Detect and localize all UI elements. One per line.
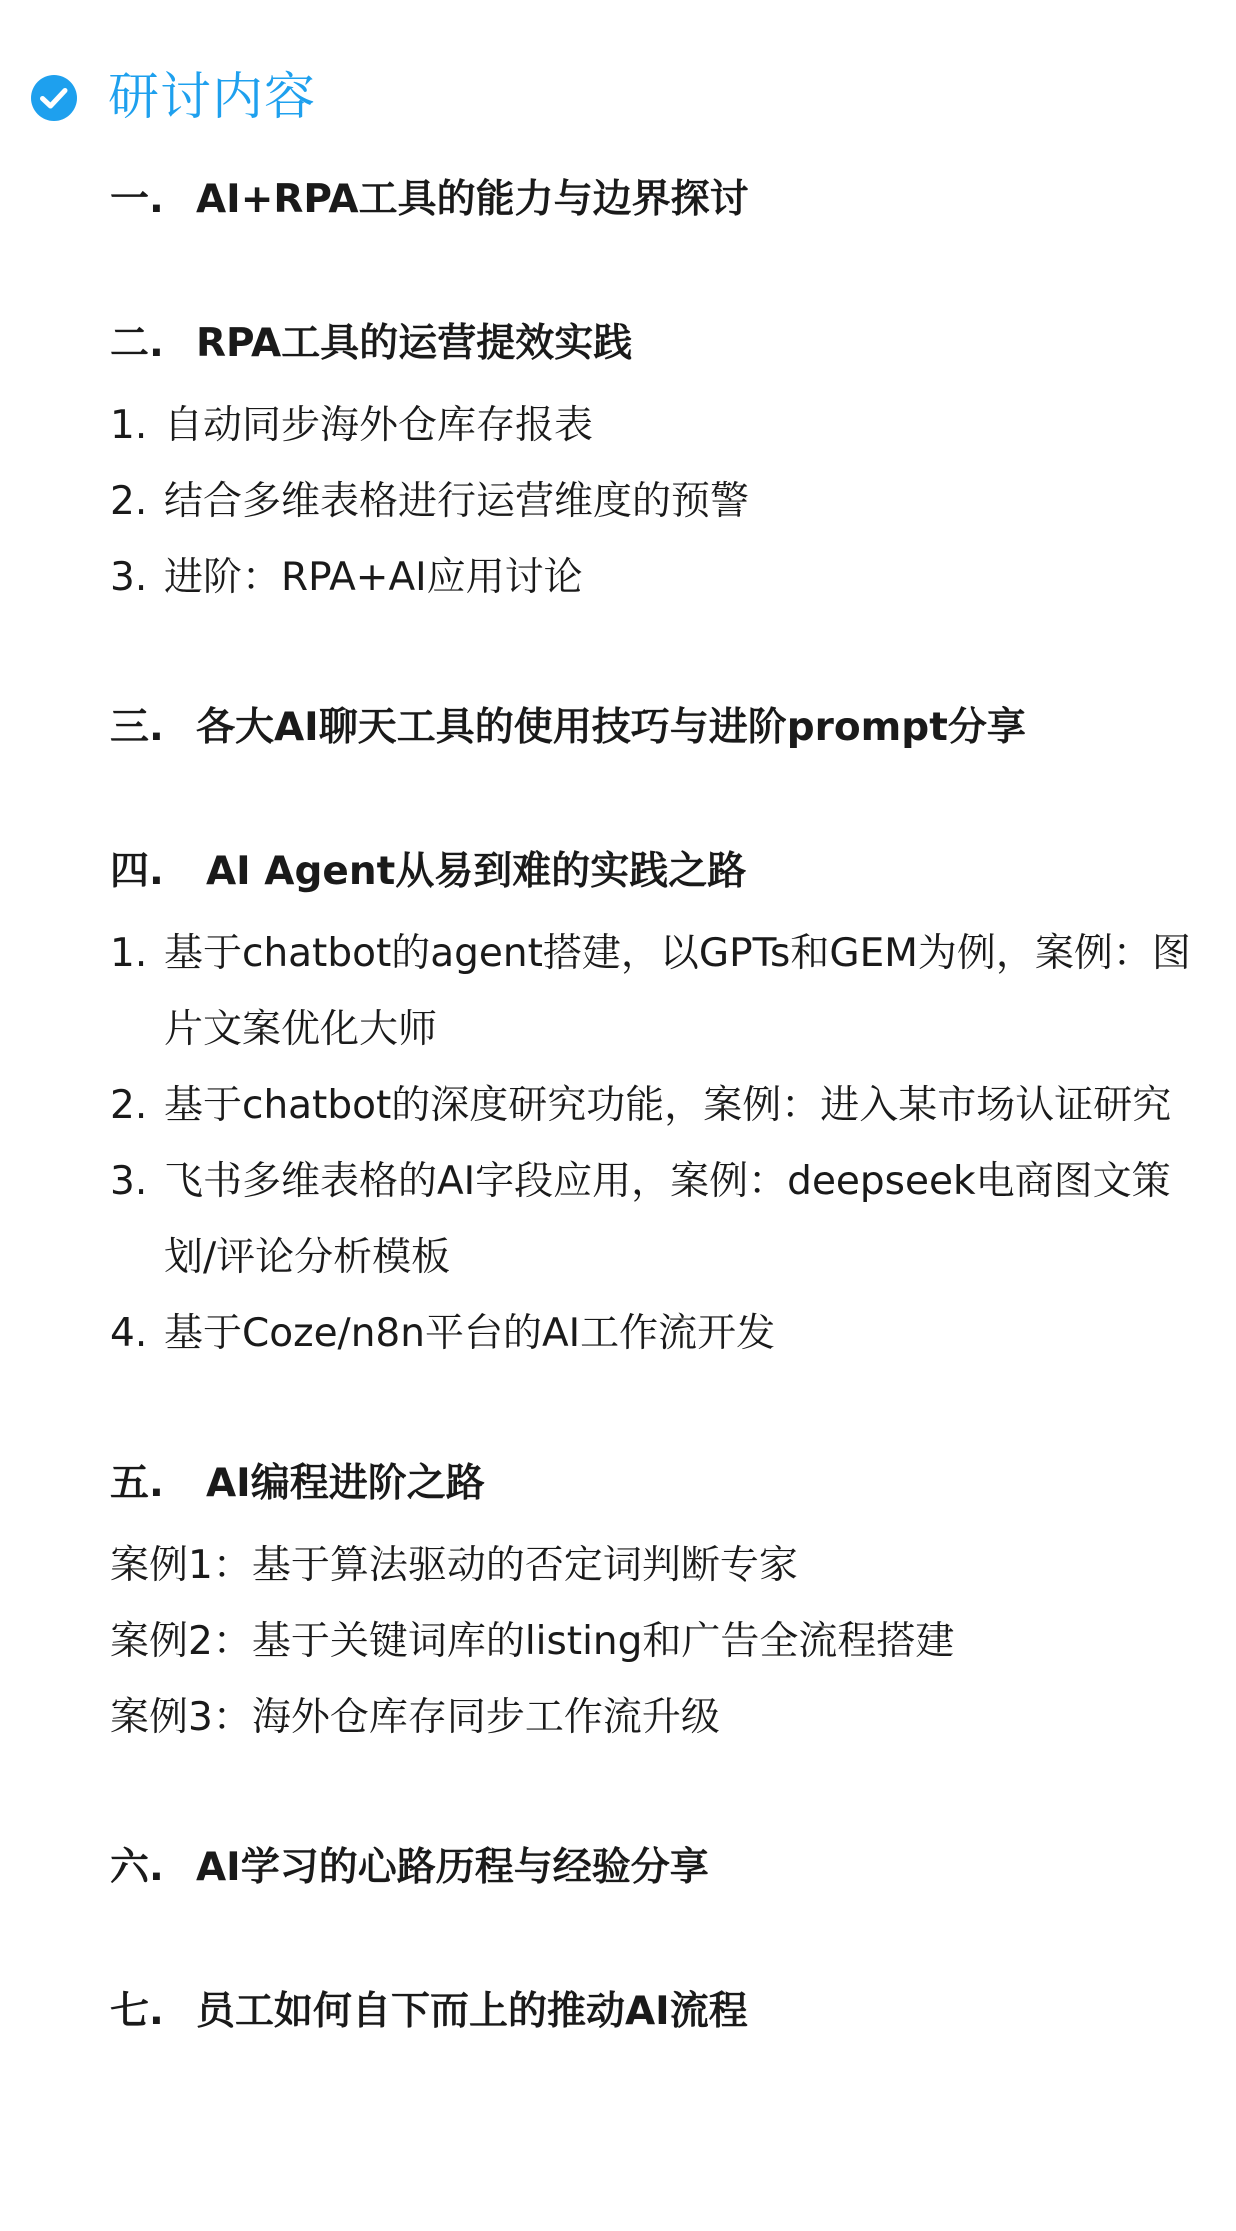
- item-number: 2.: [110, 1083, 148, 1128]
- agenda-section-6: [110, 1836, 1210, 1900]
- section-number: 七.: [110, 1989, 164, 2034]
- agenda-section-7: [110, 1980, 1210, 2044]
- item-number: 1.: [110, 931, 148, 976]
- section-number: 三.: [110, 705, 164, 750]
- page-title: 研讨内容: [108, 68, 317, 127]
- list-item: [110, 1296, 1210, 1372]
- item-text: 基于chatbot的agent搭建，以GPTs和GEM为例，案例：图片文案优化大师: [164, 931, 1191, 1052]
- check-circle-icon: [30, 74, 78, 122]
- case-item: 案例2：基于关键词库的listing和广告全流程搭建: [110, 1619, 955, 1664]
- item-text: 基于chatbot的深度研究功能，案例：进入某市场认证研究: [164, 1083, 1172, 1128]
- section-title: [110, 312, 1210, 376]
- case-list: [110, 1528, 1210, 1756]
- item-text: 飞书多维表格的AI字段应用，案例：deepseek电商图文策划/评论分析模板: [164, 1159, 1171, 1280]
- item-list: [110, 388, 1210, 616]
- agenda-section-1: [110, 168, 1210, 232]
- section-number: 一.: [110, 177, 164, 222]
- item-list: [110, 916, 1210, 1372]
- list-item: [110, 388, 1210, 464]
- section-title-text: AI学习的心路历程与经验分享: [196, 1845, 709, 1890]
- section-title-text: 员工如何自下而上的推动AI流程: [196, 1989, 748, 2034]
- item-text: 自动同步海外仓库存报表: [164, 403, 594, 448]
- list-item: [110, 916, 1210, 1068]
- item-text: 进阶：RPA+AI应用讨论: [164, 555, 583, 600]
- agenda-section-4: [110, 840, 1210, 1372]
- item-number: 3.: [110, 555, 148, 600]
- section-title: [110, 168, 1210, 232]
- item-number: 1.: [110, 403, 148, 448]
- section-title: [110, 696, 1210, 760]
- case-item: 案例1：基于算法驱动的否定词判断专家: [110, 1543, 798, 1588]
- agenda-section-2: [110, 312, 1210, 616]
- list-item: [110, 464, 1210, 540]
- section-title-text: AI Agent从易到难的实践之路: [206, 849, 747, 894]
- section-number: 四.: [110, 849, 164, 894]
- agenda-section-3: [110, 696, 1210, 760]
- section-title: [110, 1452, 1210, 1516]
- section-title-text: 各大AI聊天工具的使用技巧与进阶prompt分享: [196, 705, 1026, 750]
- section-title: [110, 1980, 1210, 2044]
- section-number: 五.: [110, 1461, 164, 1506]
- agenda-content: [110, 168, 1210, 2124]
- item-text: 结合多维表格进行运营维度的预警: [164, 479, 750, 524]
- section-title-text: RPA工具的运营提效实践: [196, 321, 633, 366]
- section-title-text: AI+RPA工具的能力与边界探讨: [196, 177, 749, 222]
- section-number: 六.: [110, 1845, 164, 1890]
- item-text: 基于Coze/n8n平台的AI工作流开发: [164, 1311, 776, 1356]
- list-item: [110, 540, 1210, 616]
- list-item: [110, 1144, 1210, 1296]
- agenda-section-5: [110, 1452, 1210, 1756]
- section-title: [110, 1836, 1210, 1900]
- item-number: 4.: [110, 1311, 148, 1356]
- item-number: 2.: [110, 479, 148, 524]
- case-item: 案例3：海外仓库存同步工作流升级: [110, 1695, 720, 1740]
- section-title: [110, 840, 1210, 904]
- section-number: 二.: [110, 321, 164, 366]
- page-header: [30, 68, 316, 128]
- item-number: 3.: [110, 1159, 148, 1204]
- section-title-text: AI编程进阶之路: [206, 1461, 485, 1506]
- list-item: [110, 1068, 1210, 1144]
